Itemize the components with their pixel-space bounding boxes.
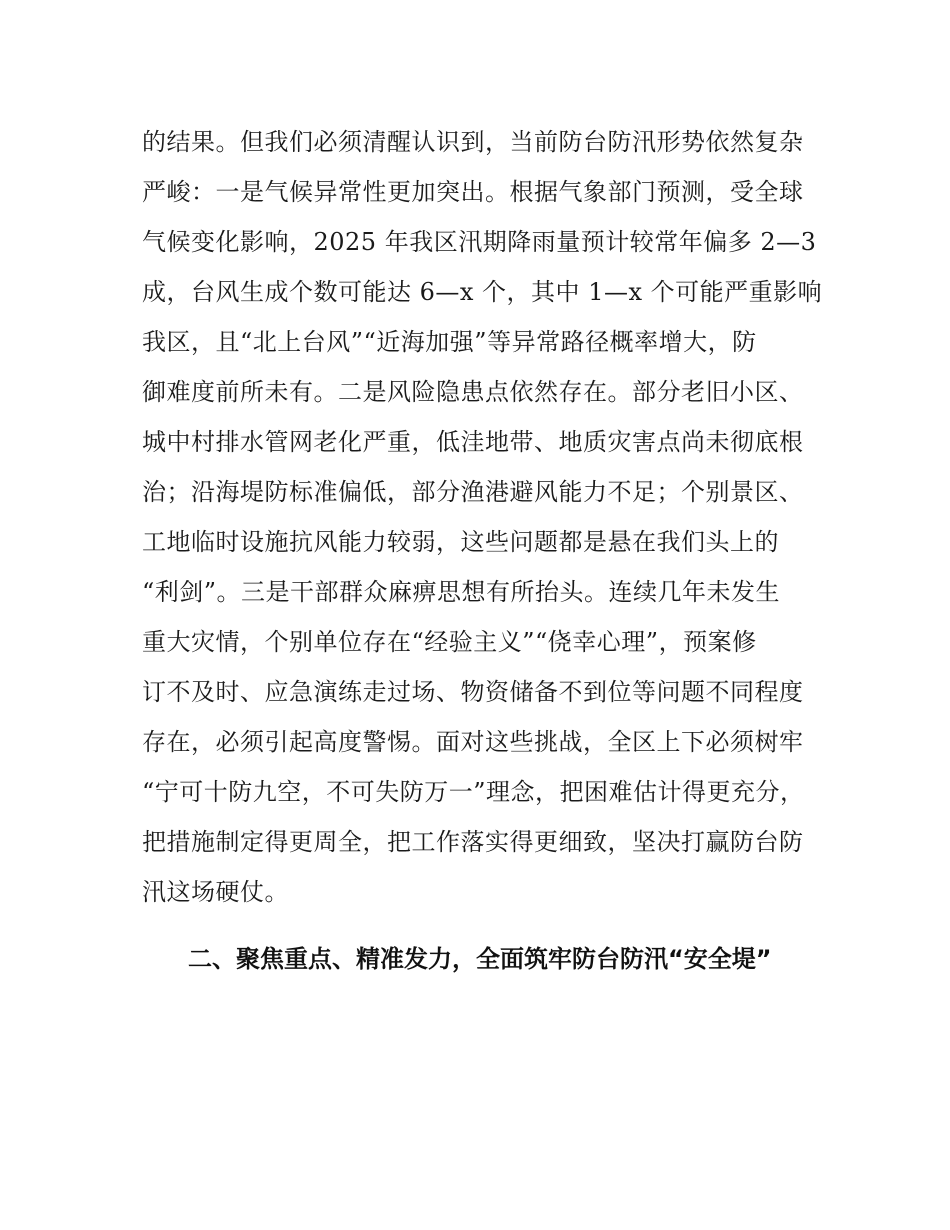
body-text-line: 御难度前所未有。二是风险隐患点依然存在。部分老旧小区、: [142, 378, 804, 406]
body-text-line: “利剑”。三是干部群众麻痹思想有所抬头。连续几年未发生: [142, 578, 781, 606]
body-text-line: 存在，必须引起高度警惕。面对这些挑战，全区上下必须树牢: [142, 728, 804, 756]
body-text-line: 工地临时设施抗风能力较弱，这些问题都是悬在我们头上的: [142, 528, 779, 556]
body-text-line: 严峻：一是气候异常性更加突出。根据气象部门预测，受全球: [142, 178, 804, 206]
body-text-line: 的结果。但我们必须清醒认识到，当前防台防汛形势依然复杂: [142, 128, 804, 156]
body-text-line: 气候变化影响，2025 年我区汛期降雨量预计较常年偏多 2—3: [142, 228, 817, 256]
body-text-line: 重大灾情，个别单位存在“经验主义”“侥幸心理”，预案修: [142, 628, 757, 656]
body-text-line: “宁可十防九空，不可失防万一”理念，把困难估计得更充分，: [142, 778, 805, 806]
body-text-line: 我区，且“北上台风”“近海加强”等异常路径概率增大，防: [142, 328, 757, 356]
body-text-line: 把措施制定得更周全，把工作落实得更细致，坚决打赢防台防: [142, 828, 804, 856]
body-text-line: 城中村排水管网老化严重，低洼地带、地质灾害点尚未彻底根: [142, 428, 804, 456]
body-text-line: 成，台风生成个数可能达 6—x 个，其中 1—x 个可能严重影响: [142, 278, 823, 306]
section-heading: 二、聚焦重点、精准发力，全面筑牢防台防汛“安全堤”: [188, 945, 772, 973]
body-text-line: 汛这场硬仗。: [142, 878, 289, 906]
body-text-line: 治；沿海堤防标准偏低，部分渔港避风能力不足；个别景区、: [142, 478, 804, 506]
body-text-line: 订不及时、应急演练走过场、物资储备不到位等问题不同程度: [142, 678, 804, 706]
